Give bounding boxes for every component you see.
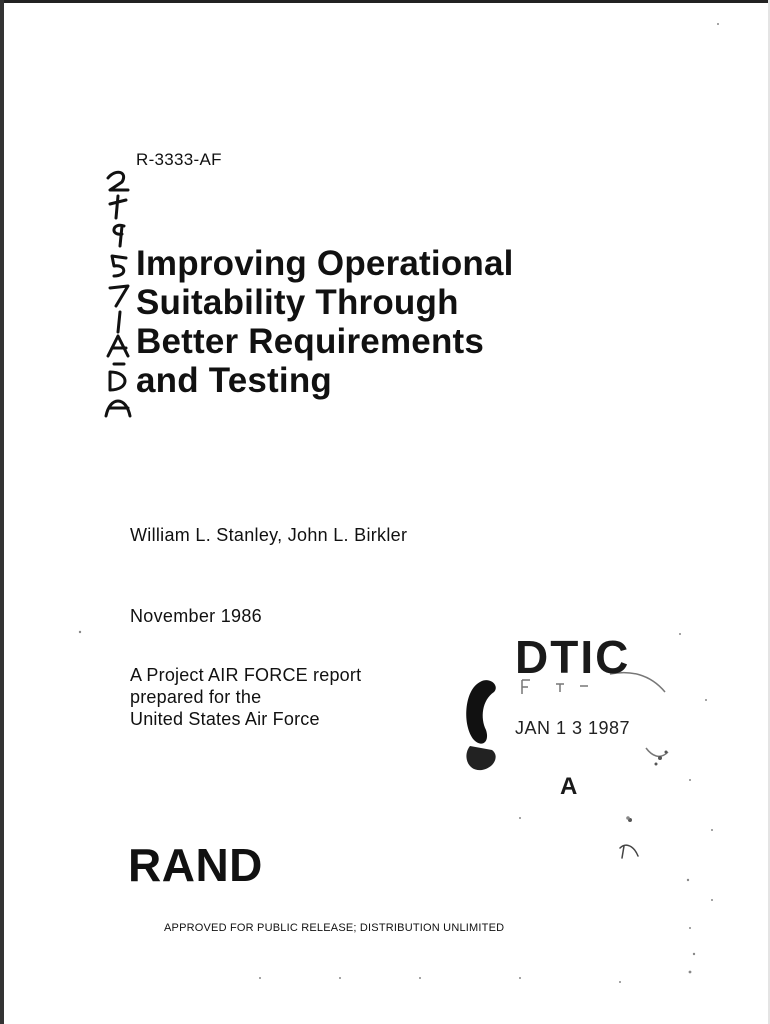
sponsor-line: prepared for the [130,687,262,707]
report-number: R-3333-AF [136,150,222,169]
publisher-logo: RAND [128,839,263,891]
title-line: Improving Operational [136,244,514,283]
publication-date: November 1986 [130,606,262,626]
stamp-letter: A [560,773,578,800]
stamp-name: DTIC [515,631,631,683]
sponsor-line: United States Air Force [130,709,320,729]
title-line: and Testing [136,361,332,400]
title-line: Better Requirements [136,322,485,361]
stamp-date: JAN 1 3 1987 [515,718,631,738]
title-line: Suitability Through [136,283,459,322]
distribution-statement: APPROVED FOR PUBLIC RELEASE; DISTRIBUTION UNLIMITED [164,922,505,934]
sponsor-line: A Project AIR FORCE report [130,665,362,685]
authors: William L. Stanley, John L. Birkler [130,525,408,545]
